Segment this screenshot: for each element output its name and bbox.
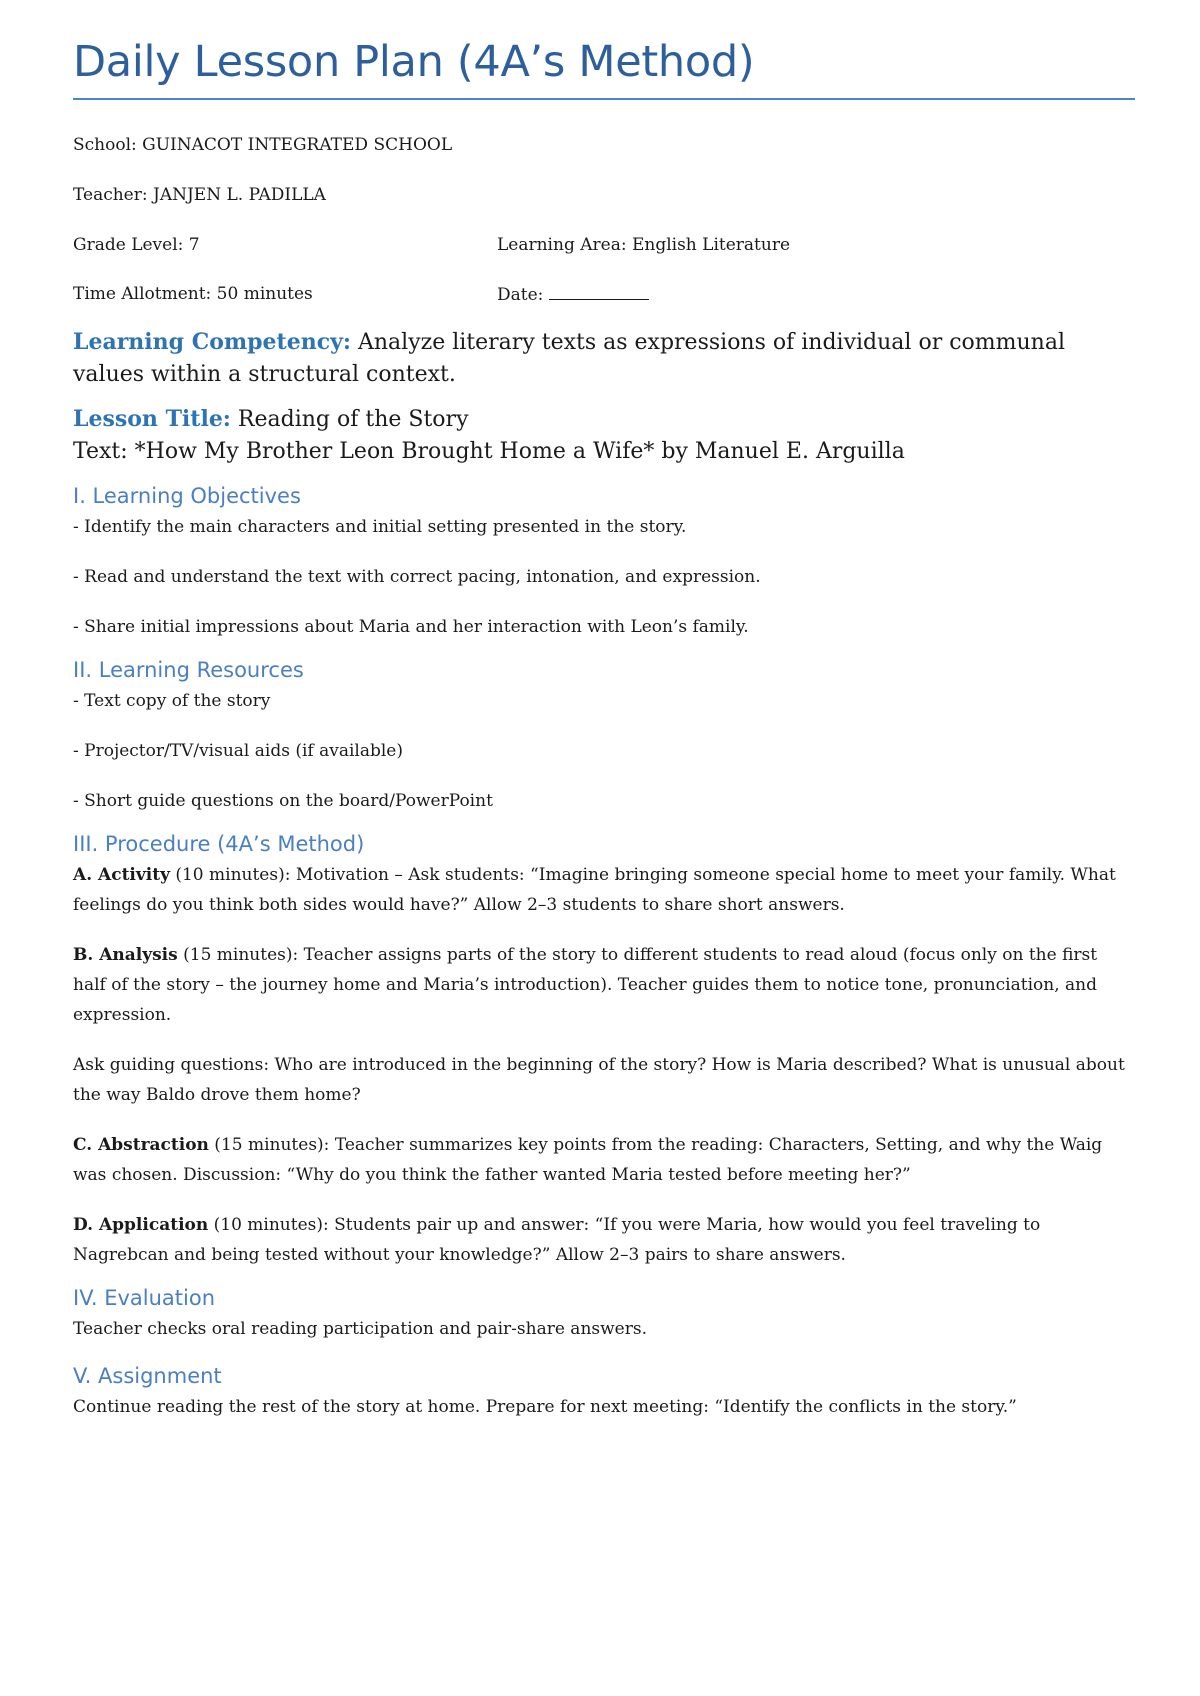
- lesson-block: [73, 403, 1126, 468]
- application-label: D. Application: [73, 1215, 209, 1235]
- resource-item: - Short guide questions on the board/PowerPoint: [73, 791, 493, 811]
- guiding-questions: Ask guiding questions: Who are introduced in the beginning of the story? How is Maria described? What is unusual about the way Baldo drove them home?: [73, 1055, 1125, 1105]
- page-title: Daily Lesson Plan (4A’s Method): [73, 37, 755, 87]
- lesson-title-value: Reading of the Story: [230, 407, 469, 432]
- learning-competency: [73, 326, 1126, 391]
- application-step: [73, 1210, 1126, 1270]
- evaluation-heading: IV. Evaluation: [73, 1286, 216, 1310]
- time-allotment: Time Allotment: 50 minutes: [73, 284, 313, 304]
- time-date-row: [73, 283, 1126, 306]
- objective-item: - Share initial impressions about Maria and her interaction with Leon’s family.: [73, 617, 749, 637]
- analysis-step: [73, 940, 1126, 1030]
- abstraction-step: [73, 1130, 1126, 1190]
- activity-label: A. Activity: [73, 865, 170, 885]
- resources-heading: II. Learning Resources: [73, 658, 304, 682]
- activity-step: [73, 860, 1126, 920]
- assignment-heading: V. Assignment: [73, 1364, 222, 1388]
- objectives-heading: I. Learning Objectives: [73, 484, 301, 508]
- assignment-text: Continue reading the rest of the story at home. Prepare for next meeting: “Identify the conflicts in the story.”: [73, 1397, 1017, 1417]
- date-label: Date:: [497, 285, 544, 305]
- lesson-text-line: Text: *How My Brother Leon Brought Home a Wife* by Manuel E. Arguilla: [73, 439, 905, 464]
- grade-level: Grade Level: 7: [73, 235, 200, 255]
- lesson-title-line: [73, 403, 1126, 436]
- resource-item: - Text copy of the story: [73, 691, 271, 711]
- analysis-label: B. Analysis: [73, 945, 178, 965]
- title-underline: [73, 98, 1135, 100]
- learning-area: Learning Area: English Literature: [497, 235, 791, 255]
- grade-area-row: [73, 234, 1126, 256]
- date-field: [497, 283, 649, 306]
- abstraction-label: C. Abstraction: [73, 1135, 209, 1155]
- objectives-list: [73, 512, 1126, 642]
- competency-text: Analyze literary texts as expressions of individual or communal values within a structural context.: [73, 330, 1065, 387]
- analysis-text: (15 minutes): Teacher assigns parts of the story to different students to read aloud (focus only on the first half of the story – the journey home and Maria’s introduction). Teacher guides them to notice tone, pronunciation, and expression.: [73, 945, 1098, 1025]
- school-line: School: GUINACOT INTEGRATED SCHOOL: [73, 135, 453, 155]
- evaluation-text: Teacher checks oral reading participation and pair-share answers.: [73, 1319, 647, 1339]
- procedure-list: [73, 860, 1126, 1270]
- resource-item: - Projector/TV/visual aids (if available): [73, 741, 403, 761]
- lesson-title-label: Lesson Title:: [73, 406, 231, 432]
- abstraction-text: (15 minutes): Teacher summarizes key points from the reading: Characters, Setting, and why the Waig was chosen. Discussion: “Why do you think the father wanted Maria tested before meeting her?”: [73, 1135, 1103, 1185]
- date-blank-line: [549, 283, 649, 300]
- teacher-line: Teacher: JANJEN L. PADILLA: [73, 185, 326, 205]
- resources-list: [73, 686, 1126, 816]
- activity-text: (10 minutes): Motivation – Ask students: “Imagine bringing someone special home to meet your family. What feelings do you think both sides would have?” Allow 2–3 students to share short answers.: [73, 865, 1116, 915]
- application-text: (10 minutes): Students pair up and answer: “If you were Maria, how would you feel traveling to Nagrebcan and being tested without your knowledge?” Allow 2–3 pairs to share answers.: [73, 1215, 1041, 1265]
- objective-item: - Read and understand the text with correct pacing, intonation, and expression.: [73, 567, 761, 587]
- competency-label: Learning Competency:: [73, 329, 351, 355]
- procedure-heading: III. Procedure (4A’s Method): [73, 832, 365, 856]
- objective-item: - Identify the main characters and initial setting presented in the story.: [73, 517, 687, 537]
